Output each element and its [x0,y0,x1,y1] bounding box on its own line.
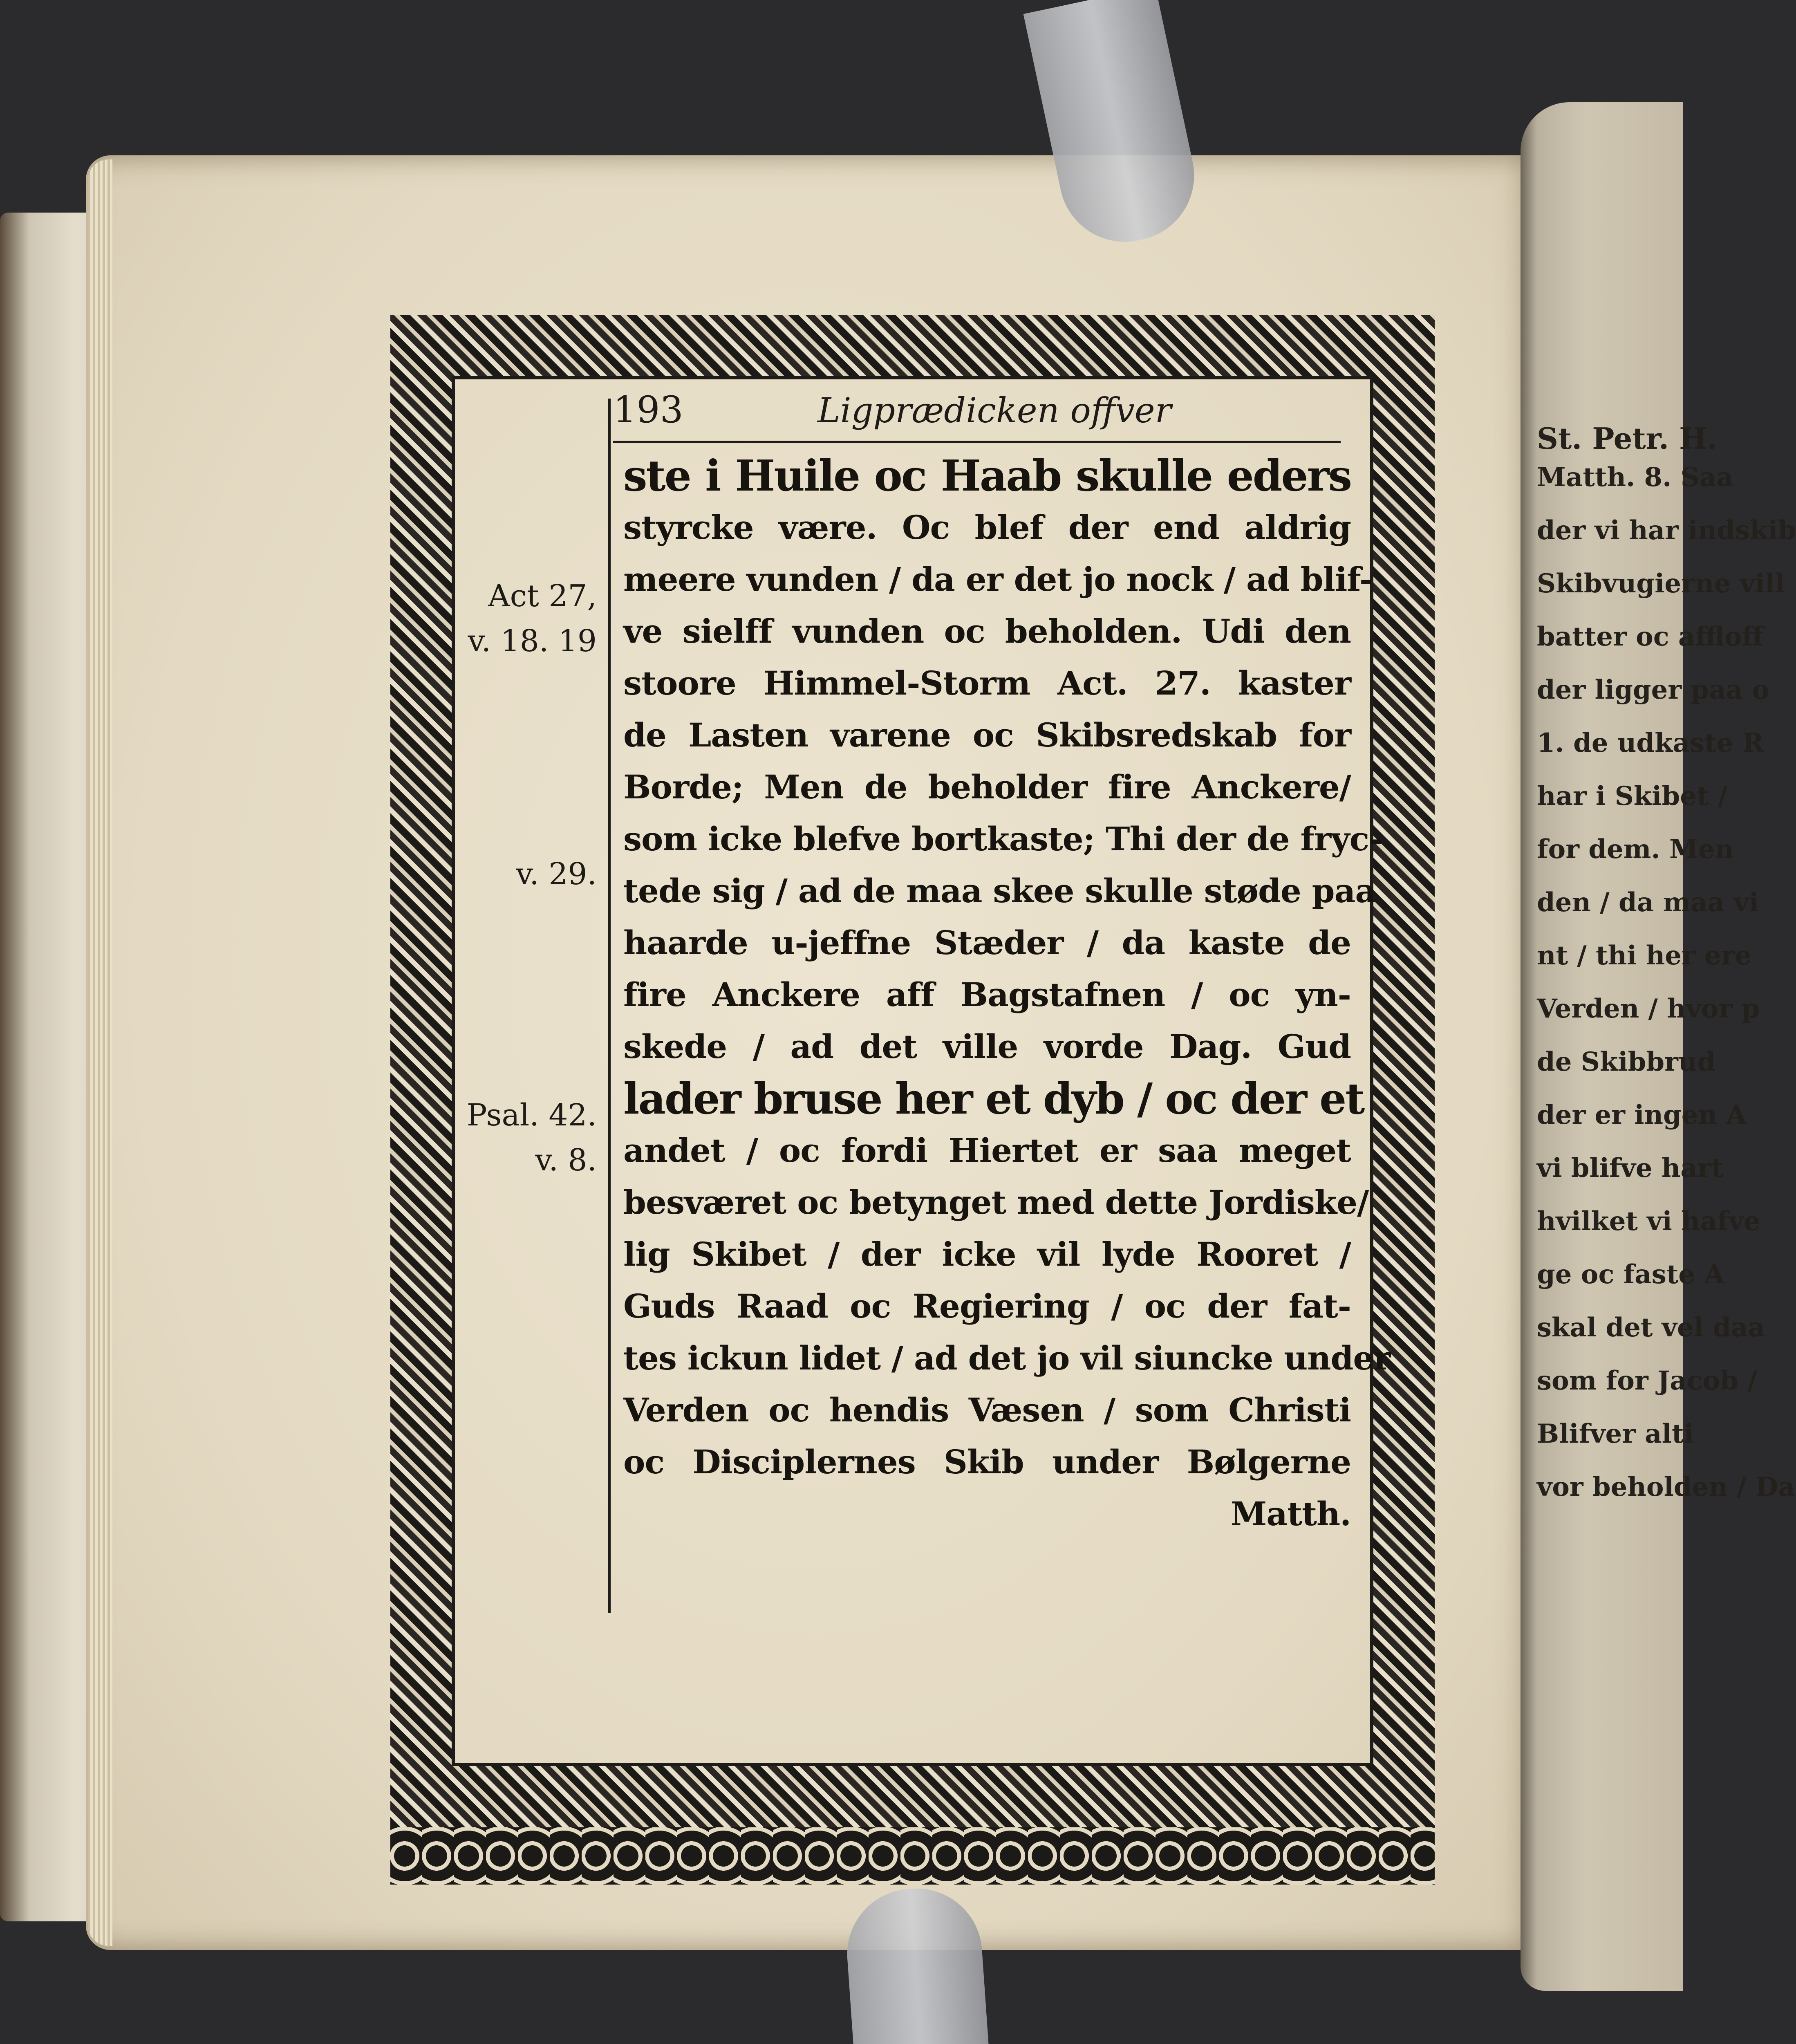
facing-line: 1. de udkaste R [1537,728,1764,758]
body-line: tede sig / ad de maa skee skulle støde paa [623,872,1376,910]
facing-line: skal det vel daa [1537,1312,1765,1343]
facing-line: Blifver alti [1537,1419,1694,1449]
body-line: fire Anckere aff Bagstafnen / oc yn- [623,975,1351,1014]
margin-note: v. 8. [535,1143,597,1178]
body-line: lader bruse her et dyb / oc der et [623,1074,1364,1124]
page-number: 193 [613,388,683,431]
header-rule [613,441,1341,443]
margin-column-rule [608,399,611,1613]
running-head: Ligprædicken offver [817,390,1171,430]
facing-line: der vi har indskib [1537,515,1796,546]
catchword: Matth. [1230,1495,1351,1533]
body-line: haarde u-jeffne Stæder / da kaste de [623,923,1351,962]
facing-page [1521,102,1796,1991]
ornamental-frame-bottom-band [390,1827,1435,1885]
body-line: meere vunden / da er det jo nock / ad blif- [623,560,1373,598]
facing-line: der er ingen A [1537,1100,1747,1130]
facing-line: Skibvugierne vill [1537,568,1785,599]
facing-line: for dem. Men [1537,834,1734,865]
body-line: Guds Raad oc Regiering / oc der fat- [623,1287,1351,1325]
facing-line: Verden / hvor p [1537,993,1760,1024]
margin-note: v. 18. 19 [468,623,597,659]
margin-note: v. 29. [516,856,597,892]
facing-line: som for Jacob / [1537,1365,1757,1396]
facing-line: den / da maa vi [1537,887,1759,918]
body-line: ve sielff vunden oc beholden. Udi den [623,612,1351,650]
margin-note: Act 27, [488,578,597,614]
body-line: Verden oc hendis Væsen / som Christi [623,1391,1351,1429]
body-line: ste i Huile oc Haab skulle eders [623,450,1351,501]
facing-line: Matth. 8. Saa [1537,462,1733,493]
facing-line: har i Skibet / [1537,781,1728,811]
body-line: som icke blefve bortkaste; Thi der de fryc- [623,820,1382,858]
body-line: andet / oc fordi Hiertet er saa meget [623,1131,1351,1170]
facing-line: hvilket vi hafve [1537,1206,1760,1237]
facing-line: de Skibbrud [1537,1047,1716,1077]
facing-line: vi blifve hart [1537,1153,1724,1183]
facing-line: ge oc faste A [1537,1259,1724,1290]
facing-line: vor beholden / Da [1537,1472,1795,1502]
body-text-block [623,450,1391,1540]
body-line: tes ickun lidet / ad det jo vil siuncke under [623,1339,1391,1377]
facing-line: der ligger paa o [1537,675,1769,705]
facing-line: nt / thi her ere [1537,940,1752,971]
body-line: besværet oc betynget med dette Jordiske/ [623,1183,1369,1221]
facing-running-head: St. Petr. H. [1537,421,1718,456]
body-line: Borde; Men de beholder fire Anckere/ [623,768,1351,806]
body-line: skede / ad det ville vorde Dag. Gud [623,1027,1351,1066]
margin-note: Psal. 42. [466,1098,597,1133]
body-line: oc Disciplernes Skib under Bølgerne [623,1443,1351,1481]
body-line: de Lasten varene oc Skibsredskab for [623,716,1351,754]
body-line: styrcke være. Oc blef der end aldrig [623,508,1351,547]
facing-line: batter oc affloff [1537,621,1764,652]
body-line: lig Skibet / der icke vil lyde Rooret / [623,1235,1351,1273]
body-line: stoore Himmel-Storm Act. 27. kaster [623,664,1351,702]
page-stack-edge [88,159,112,1946]
